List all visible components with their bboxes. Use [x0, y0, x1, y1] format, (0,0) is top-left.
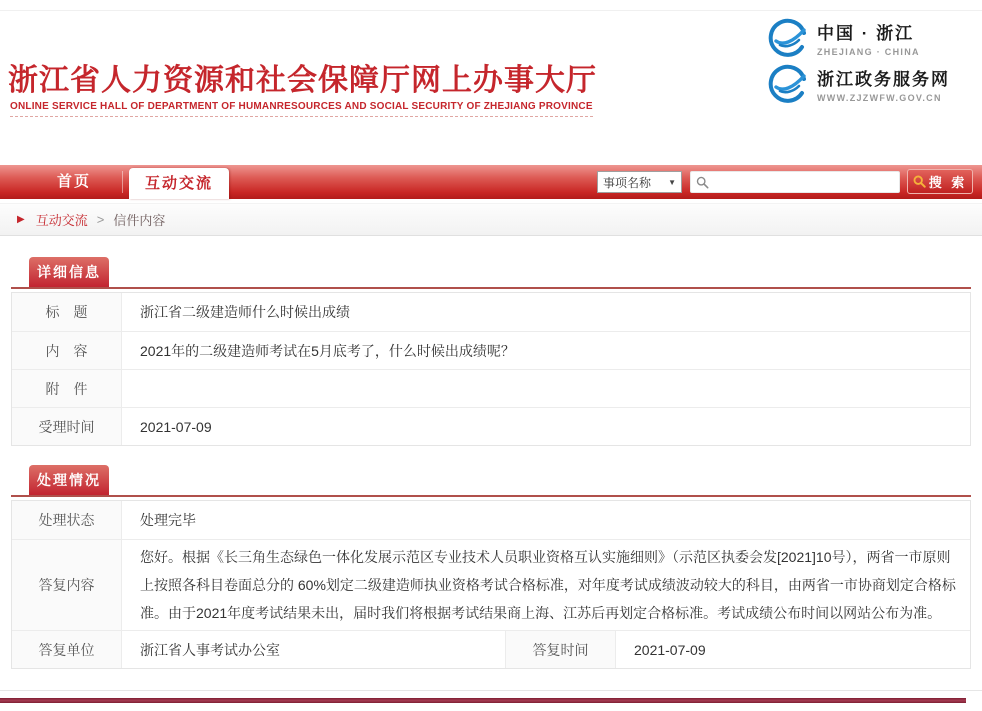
table-row-attachment [12, 369, 970, 407]
search-icon [913, 175, 926, 188]
row-value: 处理完毕 [140, 512, 196, 528]
top-divider [0, 10, 982, 11]
row-label: 受理时间 [12, 408, 122, 445]
search-input[interactable] [691, 172, 899, 192]
main-navbar [0, 165, 982, 199]
row-value: 浙江省二级建造师什么时候出成绩 [140, 304, 350, 320]
section-underline [11, 495, 971, 497]
logo-caption: WWW.ZJZWFW.GOV.CN [817, 93, 942, 103]
zhejiang-globe-icon [768, 18, 808, 58]
zhejiang-globe-icon [768, 64, 808, 104]
tab-home[interactable]: 首页 [56, 173, 91, 190]
row-label: 标 题 [12, 293, 122, 331]
breadcrumb [0, 203, 982, 236]
row-label: 答复时间 [506, 631, 616, 668]
search-category-select[interactable] [597, 171, 682, 193]
process-table [11, 500, 971, 669]
table-row-status [12, 501, 970, 539]
table-row-reply [12, 539, 970, 630]
section-title-process: 处理情况 [29, 465, 109, 495]
table-row-title [12, 293, 970, 331]
site-title: 浙江省人力资源和社会保障厅网上办事大厅 [8, 64, 597, 97]
row-value [122, 370, 970, 407]
logo-text-block [817, 19, 920, 57]
breadcrumb-arrow-icon: ▶ [17, 214, 25, 225]
breadcrumb-current: 信件内容 [113, 213, 166, 228]
site-subtitle: ONLINE SERVICE HALL OF DEPARTMENT OF HUMANRESOURCES AND SOCIAL SECURITY OF ZHEJIANG PROVINCE [10, 101, 593, 117]
row-label: 答复单位 [12, 631, 122, 668]
table-row-accept-time [12, 407, 970, 445]
row-value: 2021-07-09 [140, 418, 212, 435]
logo-text-block [817, 65, 950, 103]
footer-red-bar [0, 698, 966, 703]
search-button-label: 搜 索 [928, 175, 968, 190]
chevron-down-icon: ▼ [668, 177, 676, 187]
bottom-divider [0, 690, 982, 691]
row-label: 内 容 [12, 332, 122, 369]
section-title-detail: 详细信息 [29, 257, 109, 287]
logo-area [768, 16, 950, 108]
detail-table [11, 292, 971, 446]
row-value: 2021-07-09 [634, 641, 706, 658]
search-box [690, 171, 900, 193]
row-value: 浙江省人事考试办公室 [122, 631, 506, 668]
table-row-reply-unit-time [12, 630, 970, 668]
row-label: 答复内容 [12, 540, 122, 630]
row-value: 您好。根据《长三角生态绿色一体化发展示范区专业技术人员职业资格互认实施细则》（示范区执委会发[2021]10号），两省一市原则上按照各科目卷面总分的 60%划定二级建造师执业资格考试合格标准，对年度考试成绩波动较大的科目，由两省一市协商划定合格标准。由于2021年度考试结果未出，届时我们将根据考试结果商上海、江苏后再划定合格标准。考试成绩公布时间以网站公布为准。 [140, 549, 956, 621]
nav-divider [122, 171, 123, 193]
search-button[interactable] [907, 169, 973, 194]
section-underline [11, 287, 971, 289]
search-category-label: 事项名称 [603, 175, 652, 190]
logo-name: 浙江政务服务网 [817, 70, 950, 89]
table-row-content [12, 331, 970, 369]
logo-china-zhejiang [768, 16, 950, 60]
row-value: 2021年的二级建造师考试在5月底考了，什么时候出成绩呢？ [140, 342, 515, 359]
breadcrumb-separator: > [96, 212, 105, 227]
row-label: 附 件 [12, 370, 122, 407]
tab-interaction-active[interactable]: 互动交流 [129, 168, 229, 199]
logo-zjzwfw [768, 62, 950, 106]
breadcrumb-link-interaction[interactable]: 互动交流 [35, 213, 88, 228]
logo-name: 中国 · 浙江 [817, 24, 915, 43]
logo-caption: ZHEJIANG · CHINA [817, 47, 920, 57]
row-label: 处理状态 [12, 501, 122, 539]
